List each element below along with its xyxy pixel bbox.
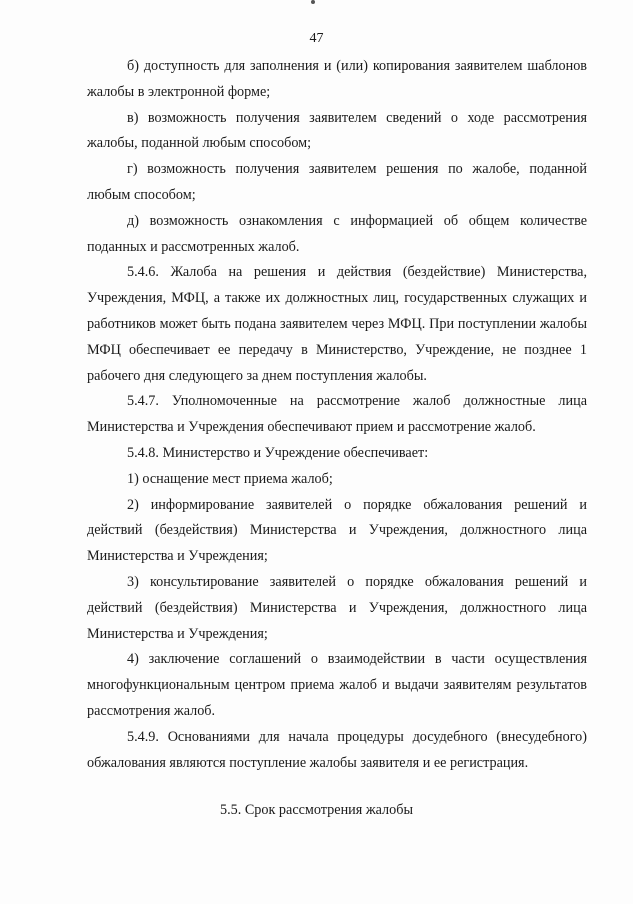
- paragraph-5-4-6: 5.4.6. Жалоба на решения и действия (бездействие) Министерства, Учреждения, МФЦ, а также их должностных лиц, государственных служащих и работников может быть подана заявителем через МФЦ. При поступлении жалобы МФЦ обеспечивает ее передачу в Министерство, Учреждение, не позднее 1 рабочего дня следующего за днем поступления жалобы.: [87, 264, 587, 384]
- list-item-2: 2) информирование заявителей о порядке обжалования решений и действий (бездействия) Министерства и Учреждения, должностного лица Министерства и Учреждения;: [87, 496, 587, 565]
- paragraph-g: г) возможность получения заявителем решения по жалобе, поданной любым способом;: [87, 161, 587, 203]
- paragraph-5-4-7: 5.4.7. Уполномоченные на рассмотрение жалоб должностные лица Министерства и Учреждения обеспечивают прием и рассмотрение жалоб.: [87, 393, 587, 436]
- document-body: [87, 54, 587, 776]
- list-item-4: 4) заключение соглашений о взаимодействии в части осуществления многофункциональным центром приема жалоб и выдачи заявителям результатов рассмотрения жалоб.: [87, 651, 587, 719]
- list-item-1: 1) оснащение мест приема жалоб;: [127, 470, 333, 487]
- paragraph-d: д) возможность ознакомления с информацией об общем количестве поданных и рассмотренных жалоб.: [87, 212, 587, 255]
- paragraph-b: б) доступность для заполнения и (или) копирования заявителем шаблонов жалобы в электронной форме;: [87, 58, 587, 100]
- page-number: 47: [309, 31, 324, 46]
- paragraph-v: в) возможность получения заявителем сведений о ходе рассмотрения жалобы, поданной любым способом;: [87, 109, 587, 152]
- list-item-3: 3) консультирование заявителей о порядке обжалования решений и действий (бездействия) Министерства и Учреждения, должностного лица Министерства и Учреждения;: [87, 573, 587, 642]
- section-heading: 5.5. Срок рассмотрения жалобы: [220, 802, 413, 818]
- paragraph-5-4-9: 5.4.9. Основаниями для начала процедуры досудебного (внесудебного) обжалования являются поступление жалобы заявителя и ее регистрация.: [87, 728, 587, 771]
- paragraph-5-4-8: 5.4.8. Министерство и Учреждение обеспечивает:: [127, 444, 429, 461]
- scan-dot: [311, 0, 315, 4]
